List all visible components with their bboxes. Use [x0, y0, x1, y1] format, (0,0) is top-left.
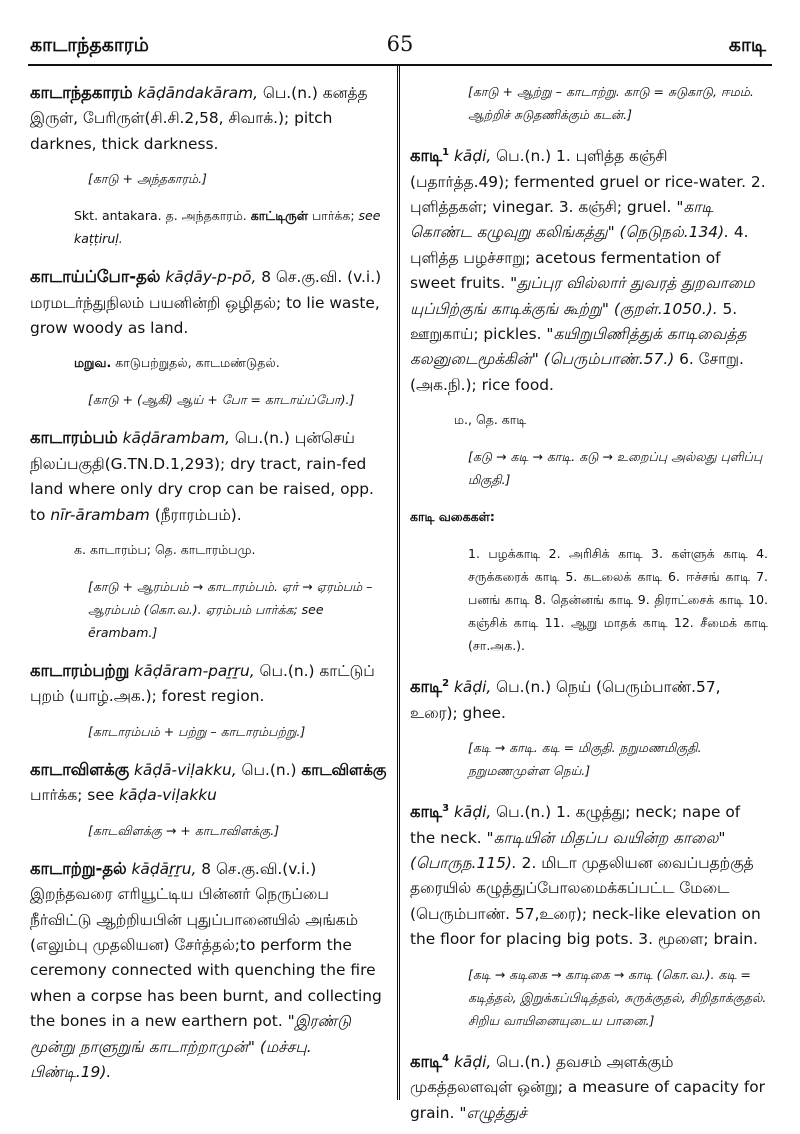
headword: காடாந்தகாரம்	[30, 83, 133, 102]
transliteration: kāḍāram-paṟṟu,	[134, 662, 255, 681]
definition: பெ.(n.) 1. புளித்த கஞ்சி (பதார்த்த.49); fermented gruel or rice-water. 2. புளித்தகள்; vinegar. 3. கஞ்சி; gruel.	[410, 147, 766, 216]
entry-kadi-2	[410, 671, 768, 726]
ref-translit: kāḍa-viḷakku	[119, 786, 217, 805]
transliteration: kāḍāy-p-pō,	[165, 268, 257, 287]
running-head-right: காடி	[728, 34, 766, 56]
etymology: [கடி → காடி. கடி = மிகுதி. நறுமணமிகுதி. நறுமணமுள்ள நெய்.]	[468, 740, 702, 779]
etymology: [காடாரம்பம் + பற்று – காடாரம்பற்று.]	[88, 723, 306, 739]
definition: பெ.(n.) தவசம் அளக்கும் முகத்தலளவுள் ஒன்று; a measure of capacity for grain.	[410, 1052, 766, 1122]
syn-label: மறுவ.	[74, 355, 112, 371]
headword: காடி	[410, 802, 443, 822]
entry-kadi-1	[410, 140, 768, 398]
quotation: "காடி கொண்ட கழுவுறு கலிங்கத்து" (நெடுநல்.134).	[410, 197, 729, 242]
homonym-number: 3	[442, 803, 450, 815]
right-column	[410, 80, 768, 1134]
headword: காடாய்ப்போ-தல்	[30, 267, 161, 287]
definition-see: பார்க்க; see	[30, 786, 120, 805]
homonym-number: 2	[442, 678, 450, 690]
definition: பெ.(n.) காட்டுப் புறம் (யாழ்.அக.); forest region.	[30, 662, 375, 706]
ref-see: பார்க்க;	[308, 208, 359, 224]
etymology: [காடு + (ஆகி) ஆய் + போ = காடாய்ப்போ).]	[88, 392, 355, 408]
transliteration: kāḍi,	[453, 803, 492, 822]
definition: பெ.(n.) புன்செய் நிலப்பகுதி(G.TN.D.1,293); dry tract, rain-fed land where only dry crop can be raised, opp. to	[30, 429, 374, 524]
headword: காடி	[410, 677, 443, 697]
definition: 4. புளித்த பழச்சாறு; acetous fermentation of sweet fruits.	[410, 223, 749, 293]
headword: காடாரம்பற்று	[30, 661, 130, 681]
left-column	[30, 80, 388, 1093]
definition: 2. மிடா முதலியன வைப்பதற்குத் தரையில் கழுத்துப்போலமைக்கப்பட்ட மேடை (பெரும்பாண். 57,உரை); neck-like elevation on the floor for placing big pots. 3. மூளை; brain.	[410, 854, 761, 949]
quotation: "துப்புர வில்லார் துவரத் துறவாமை யுப்பிற்குங் காடிக்குங் கூற்று" (குறள்.1050.).	[410, 274, 755, 318]
definition: பெ.(n.) நெய் (பெரும்பாண்.57, உரை); ghee.	[410, 678, 721, 722]
etymology: [கடி → கடிகை → காடிகை → காடி (கொ.வ.). கடி = கடித்தல், இறுக்கப்பிடித்தல், சுருக்குதல், சிறிதாக்குதல். சிறிய வாயினையுடைய பானை.]	[468, 966, 767, 1028]
cognates: க. காடாரம்ப; தெ. காடாரம்பமு.	[74, 542, 256, 558]
definition: பெ.(n.)	[236, 760, 302, 779]
ref-word: காடவிளக்கு	[301, 760, 387, 779]
headword: காடி	[410, 146, 443, 166]
definition-italic: nīr-ārambam	[50, 505, 150, 524]
quotation: "காடியின் மிதப்ப வயின்ற காலை" (பொருந.115).	[410, 828, 726, 873]
headword: காடாரம்பம்	[30, 428, 118, 448]
definition: 6. சோறு. (அக.நி.); rice food.	[410, 350, 744, 394]
running-head-left: காடாந்தகாரம்	[30, 34, 149, 56]
homonym-number: 4	[442, 1052, 450, 1064]
definition: 5. ஊறுகாய்; pickles.	[410, 299, 738, 343]
transliteration: kāḍi,	[453, 147, 492, 166]
transliteration: kāḍāṟṟu,	[131, 859, 197, 878]
quotation: "கயிறுபிணித்துக் காடிவைத்த கலனுடைமூக்கின்" (பெரும்பாண்.57.)	[410, 324, 747, 369]
definition-tail: (நீராரம்பம்).	[149, 505, 242, 524]
etymology: [கடு → கடி → காடி. கடு → உறைப்பு அல்லது புளிப்பு மிகுதி.]	[468, 449, 763, 488]
entry-kadarrutal	[30, 856, 388, 1086]
definition: 8 செ.கு.வி.(v.i.) இறந்தவரை எரியூட்டிய பின்னர் நெருப்பை நீர்விட்டு ஆற்றியபின் புதுப்பானையில் அங்கம் (எலும்பு முதலியன) சேர்த்தல்;to perform the ceremony connected with quenching the fire when a corpse has been burnt, and collecting the bones in a new earthern pot.	[30, 859, 382, 1031]
entry-kadandakaram	[30, 80, 388, 157]
quotation: "எழுத்துச்	[459, 1103, 527, 1122]
entry-kadaramparru	[30, 658, 388, 710]
types-label: காடி வகைகள்:	[410, 509, 495, 525]
entry-kadaypotal	[30, 264, 388, 341]
page-number: 65	[386, 32, 414, 56]
transliteration: kāḍi,	[453, 1052, 492, 1071]
ref-translit: see kaṭṭiruḷ.	[74, 208, 381, 247]
etymology: [காடு + ஆரம்பம் → காடாரம்பம். ஏர் → ஏரம்பம் – ஆரம்பம் (கொ.வ.). ஏரம்பம் பார்க்க; see ērambam.]	[88, 579, 373, 641]
syn-text: காடுபற்றுதல், காடமண்டுதல்.	[111, 355, 280, 371]
transliteration: kāḍā-viḷakku,	[133, 760, 237, 779]
page-header	[0, 0, 800, 62]
entry-kadi-3	[410, 796, 768, 953]
definition: 8 செ.கு.வி. (v.i.) மரமடர்ந்துநிலம் பயனின்றி ஒழிதல்; to lie waste, grow woody as land.	[30, 268, 382, 338]
entry-kadavilakku	[30, 757, 388, 809]
header-rule	[28, 64, 772, 66]
quotation: "இரண்டு மூன்று நாளுறுங் காடாற்றாமுன்" (மச்சபு. பிண்டி.19).	[30, 1012, 351, 1081]
etymology-continued: [காடு + ஆற்று – காடாற்று. காடு = சுடுகாடு, ஈமம். ஆற்றிச் சுடுதணிக்கும் கடன்.]	[468, 84, 754, 122]
entry-kadarambam	[30, 425, 388, 528]
cognates: ம., தெ. காடி	[454, 412, 527, 428]
synonyms	[30, 351, 388, 374]
transliteration: kāḍārambam,	[122, 429, 230, 448]
types-list: 1. பழக்காடி 2. அரிசிக் காடி 3. கள்ளுக் காடி 4. சருக்கரைக் காடி 5. கடலைக் காடி 6. ஈச்சங் காடி 7. பனங் காடி 8. தென்னங் காடி 9. திராட்சைக் காடி 10. கஞ்சிக் காடி 11. ஆறு மாதக் காடி 12. சீமைக் காடி (சா.அக.).	[468, 546, 768, 654]
column-divider	[397, 66, 400, 1100]
sanskrit-note: Skt. antakara. த. அந்தகாரம்.	[74, 208, 251, 224]
headword: காடி	[410, 1051, 443, 1071]
headword: காடாற்று-தல்	[30, 858, 127, 878]
etymology: [காடவிளக்கு → + காடாவிளக்கு.]	[88, 822, 280, 838]
transliteration: kāḍi,	[453, 678, 492, 697]
definition: பெ.(n.) 1. கழுத்து; neck; nape of the neck.	[410, 803, 741, 847]
headword: காடாவிளக்கு	[30, 759, 130, 779]
definition: பெ.(n.) கனத்த இருள், பேரிருள்(சி.சி.2,58, சிவாக்.); pitch darknes, thick darkness.	[30, 84, 368, 153]
transliteration: kāḍāndakāram,	[137, 84, 258, 102]
ref-word: காட்டிருள்	[250, 208, 309, 224]
cross-reference	[30, 204, 388, 250]
homonym-number: 1	[442, 147, 450, 158]
entry-kadi-4	[410, 1046, 768, 1126]
etymology: [காடு + அந்தகாரம்.]	[88, 171, 207, 187]
